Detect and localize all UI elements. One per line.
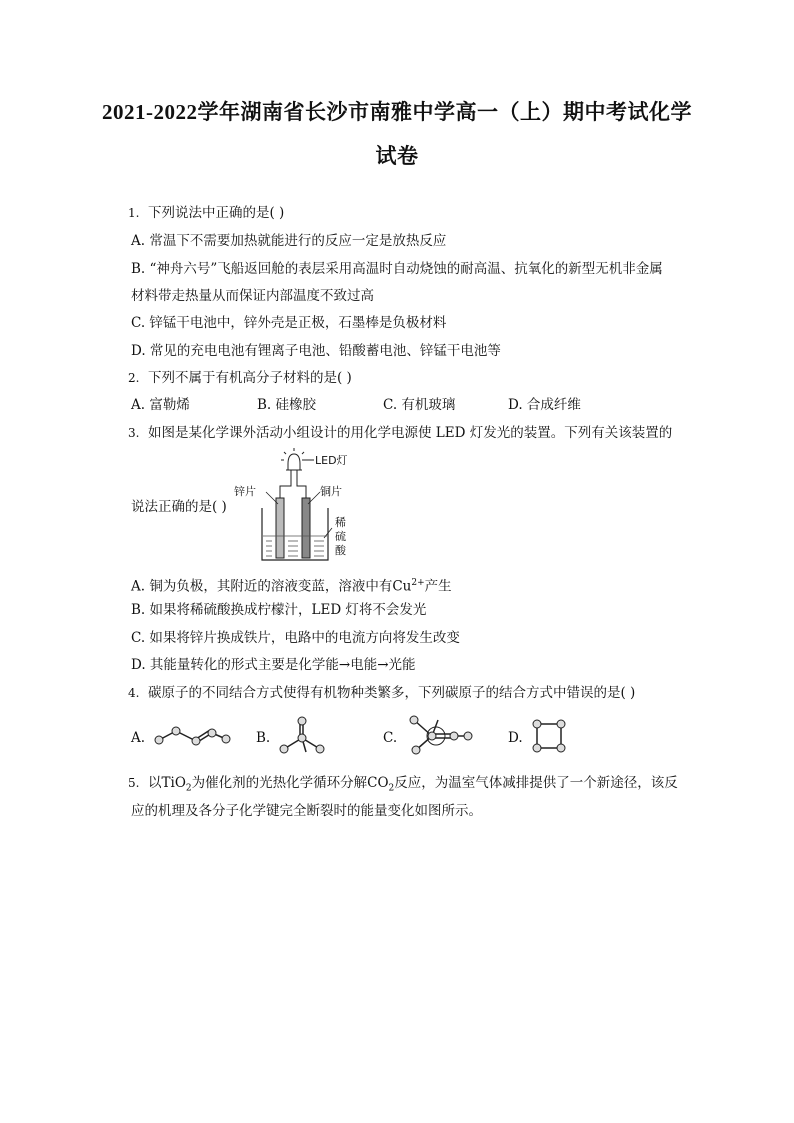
option-a-text-end: 产生 — [424, 578, 452, 595]
option-d: D. 合成纤维 — [508, 397, 581, 413]
acid-label-2: 硫 — [335, 530, 346, 543]
option-a-text: A. 铜为负极，其附近的溶液变蓝，溶液中有Cu — [131, 578, 412, 595]
zinc-electrode — [276, 498, 284, 558]
copper-label: 铜片 — [320, 485, 342, 498]
carbon-chain-structure-a — [152, 722, 232, 750]
option-a-label: A. — [131, 730, 146, 746]
question-1-stem — [128, 204, 284, 222]
carbon-structure-c — [404, 714, 474, 756]
subscript: 2 — [388, 783, 395, 794]
option-a: A. 常温下不需要加热就能进行的反应一定是放热反应 — [131, 233, 447, 249]
led-label: LED灯 — [315, 454, 348, 467]
question-text: 如图是某化学课外活动小组设计的用化学电源使 LED 灯发光的装置。下列有关该装置的 — [148, 425, 673, 441]
ion-charge: 2+ — [411, 578, 425, 588]
question-text: 下列不属于有机高分子材料的是( ) — [148, 370, 352, 386]
option-b-label: B. — [256, 730, 271, 746]
option-d: D. 其能量转化的形式主要是化学能→电能→光能 — [131, 657, 416, 673]
option-d-label: D. — [508, 730, 523, 746]
option-d: D. 常见的充电电池有锂离子电池、铅酸蓄电池、锌锰干电池等 — [131, 343, 501, 359]
option-a — [131, 574, 452, 596]
question-text: 为催化剂的光热化学循环分解CO — [191, 775, 389, 791]
question-number: 4. — [128, 686, 140, 700]
copper-electrode — [302, 498, 310, 558]
subscript: 2 — [185, 783, 192, 794]
beaker — [262, 508, 328, 560]
question-text: 反应，为温室气体减排提供了一个新途径，该反 — [394, 775, 678, 791]
led-bulb-icon — [281, 448, 314, 478]
title-line-2: 试卷 — [375, 144, 419, 168]
carbon-ring-structure-d — [530, 716, 570, 756]
option-c-label: C. — [383, 730, 398, 746]
option-c: C. 如果将锌片换成铁片，电路中的电流方向将发生改变 — [131, 630, 460, 646]
question-text: 以TiO — [148, 775, 186, 791]
option-b: B. 如果将稀硫酸换成柠檬汁，LED 灯将不会发光 — [131, 602, 427, 618]
zinc-label: 锌片 — [234, 485, 256, 498]
question-2-stem — [128, 369, 352, 387]
question-3-stem — [128, 424, 672, 442]
question-3-stem-continued: 说法正确的是( ) — [131, 499, 227, 515]
question-5-stem — [128, 774, 678, 798]
question-number: 2. — [128, 371, 140, 385]
option-a: A. 富勒烯 — [131, 397, 190, 413]
option-c: C. 有机玻璃 — [383, 397, 456, 413]
option-b: B. “神舟六号”飞船返回舱的表层采用高温时自动烧蚀的耐高温、抗氧化的新型无机非金属 — [131, 261, 663, 277]
option-c: C. 锌锰干电池中，锌外壳是正极，石墨棒是负极材料 — [131, 315, 447, 331]
question-text: 碳原子的不同结合方式使得有机物种类繁多，下列碳原子的结合方式中错误的是( ) — [148, 685, 636, 701]
led-battery-diagram — [232, 448, 362, 568]
option-b-continued: 材料带走热量从而保证内部温度不致过高 — [131, 288, 374, 304]
option-b: B. 硅橡胶 — [257, 397, 317, 413]
question-5-stem-continued: 应的机理及各分子化学键完全断裂时的能量变化如图所示。 — [131, 803, 482, 819]
question-number: 3. — [128, 426, 140, 440]
question-number: 5. — [128, 776, 140, 790]
question-4-stem — [128, 684, 635, 702]
title-line-1: 2021-2022学年湖南省长沙市南雅中学高一（上）期中考试化学 — [102, 100, 692, 124]
question-number: 1. — [128, 206, 140, 220]
carbon-branched-structure-b — [276, 716, 332, 756]
acid-label-1: 稀 — [335, 516, 346, 529]
question-text: 下列说法中正确的是( ) — [148, 205, 285, 221]
sulfuric-acid-solution — [263, 536, 327, 556]
acid-label-3: 酸 — [335, 544, 346, 557]
